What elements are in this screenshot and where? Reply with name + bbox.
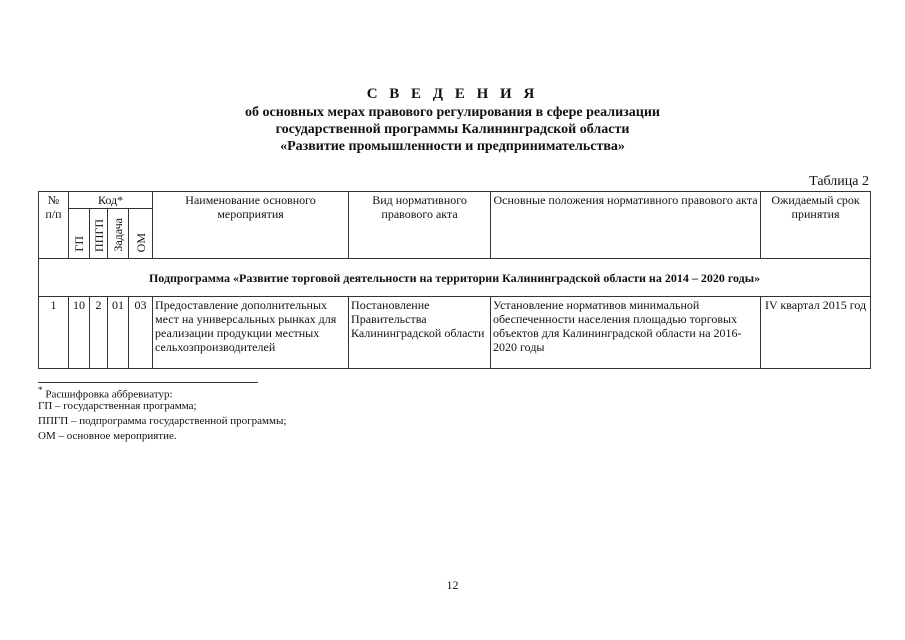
table-row [39, 297, 871, 369]
footnote-intro [38, 385, 173, 401]
header-code-gp-cell [69, 209, 90, 259]
footnote-item-gp: ГП – государственная программа; [38, 400, 197, 412]
page-number: 12 [446, 578, 459, 592]
header-name: Наименование основного мероприятия [153, 192, 349, 259]
footnote-item-ppgp: ППГП – подпрограмма государственной программы; [38, 415, 287, 427]
row-act-type: Постановление Правительства Калининградской области [349, 297, 491, 369]
header-code-om: ОМ [133, 232, 148, 252]
row-code-task: 01 [108, 297, 129, 369]
header-term: Ожидаемый срок принятия [761, 192, 871, 259]
row-provisions: Установление нормативов минимальной обеспеченности населения площадью торговых объектов для Калининградской области на 2016-2020 годы [491, 297, 761, 369]
header-code-task-cell [108, 209, 129, 259]
header-number-abbr: п/п [45, 207, 62, 221]
subprogram-row: Подпрограмма «Развитие торговой деятельности на территории Калининградской области на 2014 – 2020 годы» [39, 259, 871, 297]
header-code: Код* [69, 192, 153, 209]
header-code-om-cell [129, 209, 153, 259]
header-provisions: Основные положения нормативного правового акта [491, 192, 761, 259]
header-code-task: Задача [111, 218, 125, 252]
footnote-item-om: ОМ – основное мероприятие. [38, 430, 177, 442]
footnote-intro-text: Расшифровка аббревиатур: [45, 388, 173, 401]
footnote-divider [38, 382, 258, 383]
header-number [39, 192, 69, 259]
row-code-ppgp: 2 [90, 297, 108, 369]
document-subtitle-line-2: государственной программы Калининградской области [275, 122, 630, 137]
footnote-marker: * [38, 385, 43, 395]
header-number-sign: № [47, 193, 60, 207]
row-code-gp: 10 [69, 297, 90, 369]
header-code-ppgp: ППГП [92, 219, 106, 252]
row-name: Предоставление дополнительных мест на универсальных рынках для реализации продукции местных сельхозпроизводителей [153, 297, 349, 369]
header-code-gp: ГП [72, 236, 86, 252]
document-subtitle-line-3: «Развитие промышленности и предпринимательства» [280, 139, 625, 154]
measures-table [38, 191, 871, 369]
row-code-om: 03 [129, 297, 153, 369]
header-act-type: Вид нормативного правового акта [349, 192, 491, 259]
row-term: IV квартал 2015 год [761, 297, 871, 369]
header-code-ppgp-cell [90, 209, 108, 259]
document-title: С В Е Д Е Н И Я [366, 86, 539, 102]
document-subtitle-line-1: об основных мерах правового регулирования в сфере реализации [245, 105, 660, 120]
row-number: 1 [39, 297, 69, 369]
table-label: Таблица 2 [809, 174, 869, 189]
